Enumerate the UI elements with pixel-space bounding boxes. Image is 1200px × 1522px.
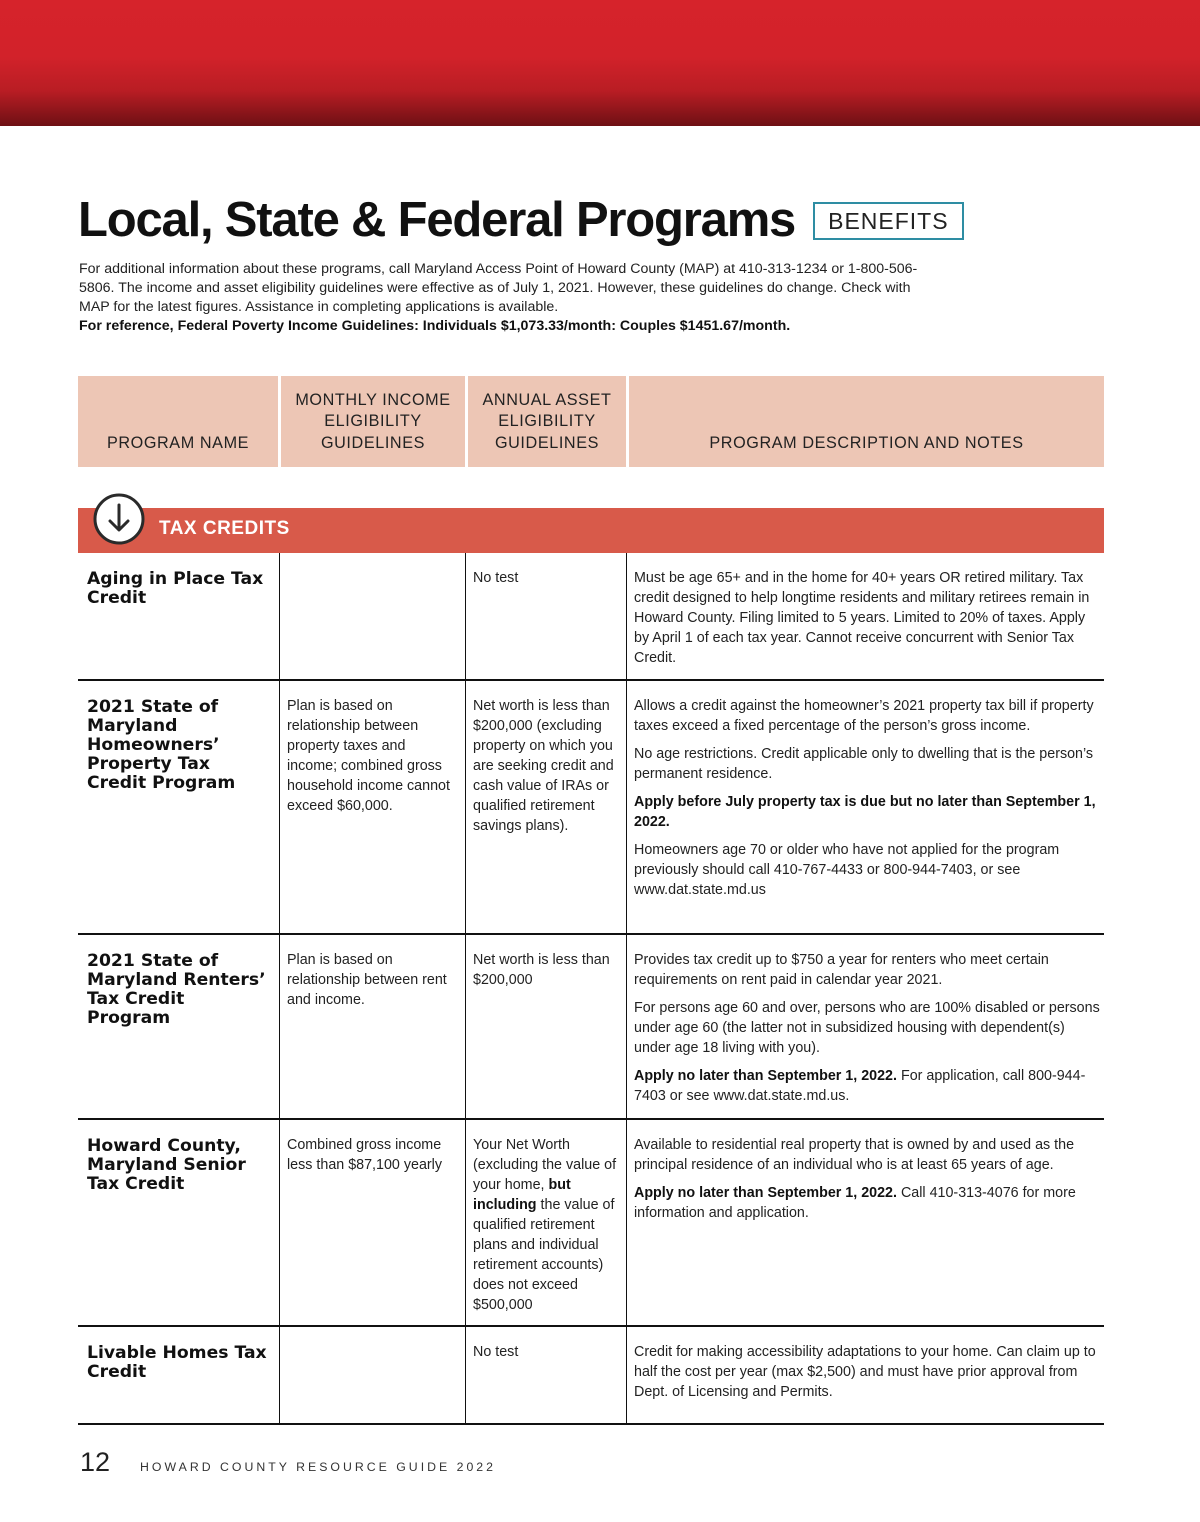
description-paragraph: Homeowners age 70 or older who have not applied for the program previously should call 410-767-4433 or 800-944-7403, or see www.dat.state.md.us (634, 842, 1060, 898)
deadline-note: Apply no later than September 1, 2022. (634, 1068, 897, 1084)
income-guideline: Combined gross income less than $87,100 yearly (280, 1120, 466, 1325)
description-paragraph: For persons age 60 and over, persons who are 100% disabled or persons under age 60 (the latter not in subsidized housing with dependent(s) under age 18 living with you). (634, 1000, 1100, 1056)
description-paragraph: Credit for making accessibility adaptations to your home. Can claim up to half the cost per year (max $2,500) and must have prior approval from Dept. of Licensing and Permits. (634, 1344, 1096, 1400)
asset-guideline: Net worth is less than $200,000 (466, 935, 627, 1118)
program-description (627, 553, 1104, 679)
description-paragraph: Available to residential real property that is owned by and used as the principal residence of an individual who is at least 65 years of age. (634, 1137, 1075, 1173)
income-guideline: Plan is based on relationship between property taxes and income; combined gross household income cannot exceed $60,000. (280, 681, 466, 933)
asset-text: Your Net Worth (excluding the value of your home, (473, 1137, 617, 1193)
description-text: For application, call 800-944-7403 or see www.dat.state.md.us. (634, 1068, 1086, 1104)
description-paragraph (634, 1183, 1100, 1223)
program-description (627, 1327, 1104, 1423)
description-paragraph: No age restrictions. Credit applicable only to dwelling that is the person’s permanent residence. (634, 746, 1094, 782)
table-header (78, 376, 1104, 467)
table-row (78, 1327, 1104, 1425)
page-title: Local, State & Federal Programs (78, 193, 796, 247)
program-description (627, 681, 1104, 933)
deadline-note: Apply before July property tax is due but no later than September 1, 2022. (634, 794, 1096, 830)
program-name: Aging in Place Tax Credit (78, 553, 280, 679)
program-name: 2021 State of Maryland Homeowners’ Property Tax Credit Program (78, 681, 280, 933)
table-row (78, 1120, 1104, 1327)
arrow-down-circle-icon (92, 492, 146, 546)
asset-guideline: Net worth is less than $200,000 (excluding property on which you are seeking credit and cash value of IRAs or qualified retirement savings plans). (466, 681, 627, 933)
column-header-program-name: PROGRAM NAME (78, 376, 278, 467)
program-name: Howard County, Maryland Senior Tax Credit (78, 1120, 280, 1325)
table-row (78, 553, 1104, 681)
top-color-band (0, 0, 1200, 126)
table-row (78, 681, 1104, 935)
page-number: 12 (80, 1447, 111, 1477)
program-name: Livable Homes Tax Credit (78, 1327, 280, 1423)
poverty-guidelines-reference: For reference, Federal Poverty Income Guidelines: Individuals $1,073.33/month: Couples $1451.67/month. (79, 318, 791, 334)
deadline-note: Apply no later than September 1, 2022. (634, 1185, 897, 1201)
intro-text (79, 260, 939, 336)
program-description (627, 1120, 1104, 1325)
asset-guideline: No test (466, 1327, 627, 1423)
asset-emphasis: but including (473, 1177, 571, 1213)
section-bar-tax-credits (78, 508, 1104, 553)
income-guideline: Plan is based on relationship between rent and income. (280, 935, 466, 1118)
asset-guideline (466, 1120, 627, 1325)
description-paragraph (634, 1066, 1100, 1106)
income-guideline (280, 553, 466, 679)
program-description (627, 935, 1104, 1118)
section-title: TAX CREDITS (159, 518, 290, 539)
programs-table (78, 553, 1104, 1425)
program-name: 2021 State of Maryland Renters’ Tax Credit Program (78, 935, 280, 1118)
column-header-monthly-income: MONTHLY INCOME ELIGIBILITY GUIDELINES (281, 376, 465, 467)
income-guideline (280, 1327, 466, 1423)
title-row (78, 190, 964, 250)
page-footer (80, 1447, 496, 1478)
asset-guideline: No test (466, 553, 627, 679)
description-text: Call 410-313-4076 for more information and application. (634, 1185, 1076, 1221)
benefits-badge: BENEFITS (813, 202, 963, 240)
description-paragraph: Must be age 65+ and in the home for 40+ years OR retired military. Tax credit designed to help longtime residents and military retirees remain in Howard County. Filing limited to 5 years. Limited to 20% of taxes. Apply by April 1 of each tax year. Cannot receive concurrent with Senior Tax Credit. (634, 570, 1090, 666)
description-paragraph: Allows a credit against the homeowner’s 2021 property tax bill if property taxes exceed a fixed percentage of the person’s gross income. (634, 698, 1094, 734)
guide-name: HOWARD COUNTY RESOURCE GUIDE 2022 (140, 1460, 496, 1474)
column-header-description: PROGRAM DESCRIPTION AND NOTES (629, 376, 1104, 467)
column-header-annual-asset: ANNUAL ASSET ELIGIBILITY GUIDELINES (468, 376, 626, 467)
intro-paragraph: For additional information about these programs, call Maryland Access Point of Howard County (MAP) at 410-313-1234 or 1-800-506-5806. The income and asset eligibility guidelines were effective as of July 1, 2021. However, these guidelines do change. Check with MAP for the latest figures. Assistance in completing applications is available. (79, 261, 918, 315)
description-paragraph: Provides tax credit up to $750 a year for renters who meet certain requirements on rent paid in calendar year 2021. (634, 952, 1049, 988)
asset-text: the value of qualified retirement plans and individual retirement accounts) does not exceed $500,000 (473, 1197, 615, 1313)
table-row (78, 935, 1104, 1120)
